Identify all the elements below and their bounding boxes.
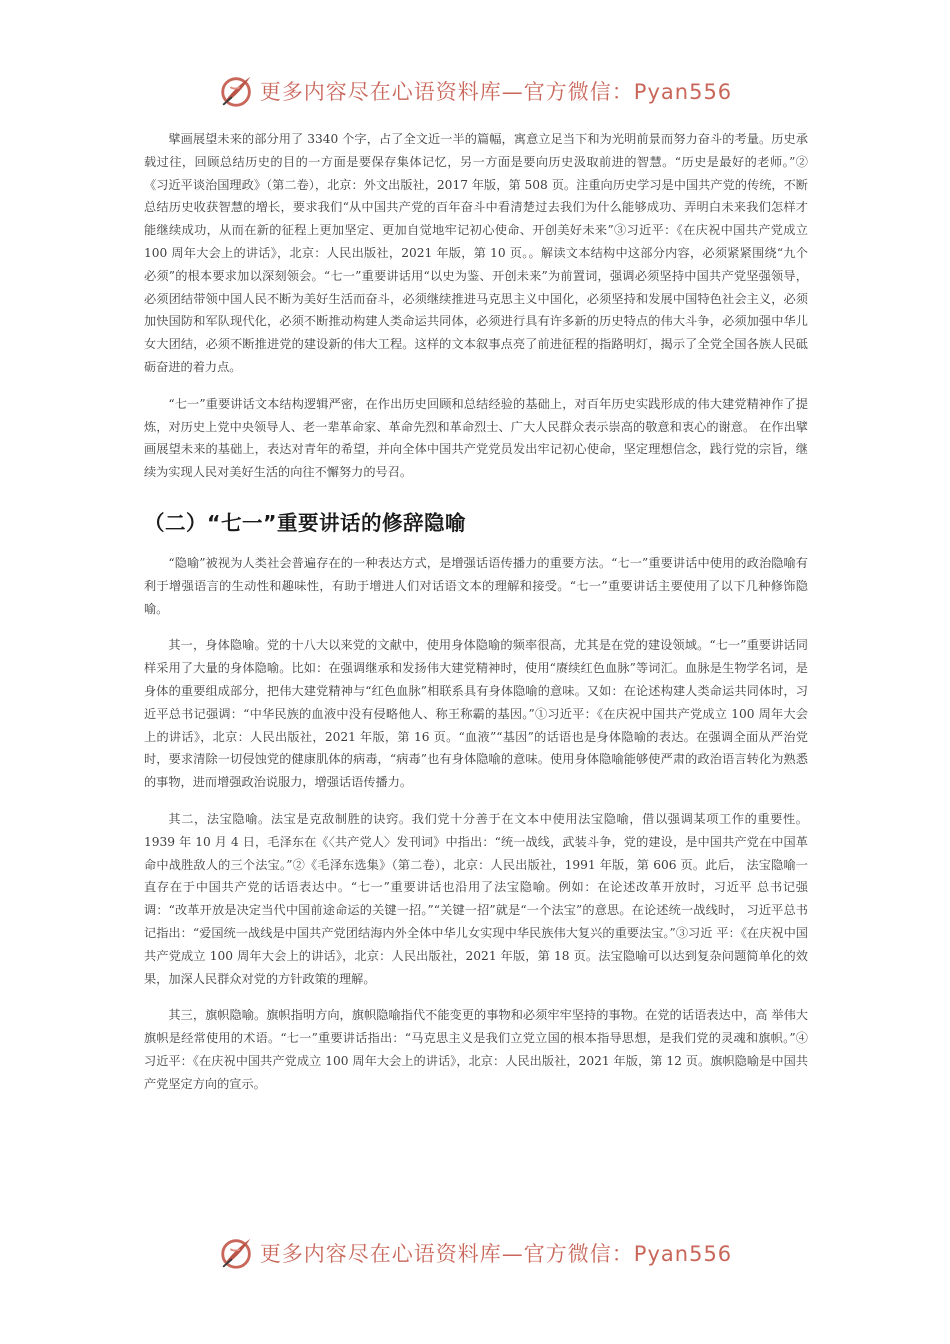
quill-scroll-logo-icon <box>218 1234 256 1272</box>
header-banner <box>0 69 950 113</box>
document-body <box>144 128 808 1095</box>
quill-scroll-logo-icon <box>218 72 256 110</box>
body-paragraph: 其一，身体隐喻。党的十八大以来党的文献中，使用身体隐喻的频率很高，尤其是在党的建设领域。“七一”重要讲话同样采用了大量的身体隐喻。比如：在强调继承和发扬伟大建党精神时，使用“赓续红色血脉”等词汇。血脉是生物学名词，是身体的重要组成部分，把伟大建党精神与“红色血脉”相联系具有身体隐喻的意味。又如：在论述构建人类命运共同体时，习近平总书记强调：“中华民族的血液中没有侵略他人、称王称霸的基因。”①习近平：《在庆祝中国共产党成立 100 周年大会上的讲话》，北京：人民出版社，2021 年版，第 16 页。“血液”“基因”的话语也是身体隐喻的表达。在强调全面从严治党时，要求清除一切侵蚀党的健康肌体的病毒，“病毒”也有身体隐喻的意味。使用身体隐喻能够使严肃的政治语言转化为熟悉的事物，进而增强政治说服力，增强话语传播力。 <box>144 638 808 790</box>
footer-banner <box>0 1231 950 1275</box>
body-paragraph: “七一”重要讲话文本结构逻辑严密，在作出历史回顾和总结经验的基础上，对百年历史实践形成的伟大建党精神作了提炼，对历史上党中央领导人、老一辈革命家、革命先烈和革命烈士、广大人民群众表示崇高的敬意和衷心的谢意。 在作出擘画展望未来的基础上，表达对青年的希望，并向全体中国共产党党员发出牢记初心使命，坚定理想信念，践行党的宗旨，继续为实现人民对美好生活的向往不懈努力的号召。 <box>144 396 808 480</box>
body-paragraph: 其三，旗帜隐喻。旗帜指明方向，旗帜隐喻指代不能变更的事物和必须牢牢坚持的事物。在党的话语表达中，高 举伟大旗帜是经常使用的术语。“七一”重要讲话指出：“马克思主义是我们立党立国的根本指导思想，是我们党的灵魂和旗帜。”④习近平：《在庆祝中国共产党成立 100 周年大会上的讲话》，北京：人民出版社，2021 年版，第 12 页。旗帜隐喻是中国共产党坚定方向的宣示。 <box>144 1008 808 1091</box>
section-heading: （二）“七一”重要讲话的修辞隐喻 <box>144 510 466 535</box>
footer-banner-text: 更多内容尽在心语资料库—官方微信：Pyan556 <box>259 1242 733 1266</box>
header-banner-text: 更多内容尽在心语资料库—官方微信：Pyan556 <box>259 80 733 104</box>
body-paragraph: 擘画展望未来的部分用了 3340 个字，占了全文近一半的篇幅，寓意立足当下和为光明前景而努力奋斗的考量。历史承载过往，回顾总结历史的目的一方面是要保存集体记忆，另一方面是要向历史汲取前进的智慧。“历史是最好的老师。”②《习近平谈治国理政》（第二卷），北京：外文出版社，2017 年版，第 508 页。注重向历史学习是中国共产党的传统，不断总结历史收获智慧的增长，要求我们“从中国共产党的百年奋斗中看清楚过去我们为什么能够成功、弄明白未来我们怎样才能继续成功，从而在新的征程上更加坚定、更加自觉地牢记初心使命、开创美好未来”③习近平：《在庆祝中国共产党成立 100 周年大会上的讲话》，北京：人民出版社，2021 年版，第 10 页。。解读文本结构中这部分内容，必须紧紧围绕“九个必须”的根本要求加以深刻领会。“七一”重要讲话用“以史为鉴、开创未来”为前置词，强调必须坚持中国共产党坚强领导，必须团结带领中国人民不断为美好生活而奋斗，必须继续推进马克思主义中国化，必须坚持和发展中国特色社会主义，必须加快国防和军队现代化，必须不断推动构建人类命运共同体，必须进行具有许多新的历史特点的伟大斗争，必须加强中华儿女大团结，必须不断推进党的建设新的伟大工程。这样的文本叙事点亮了前进征程的指路明灯，揭示了全党全国各族人民砥砺奋进的着力点。 <box>144 132 808 374</box>
body-paragraph: 其二，法宝隐喻。法宝是克敌制胜的诀窍。我们党十分善于在文本中使用法宝隐喻，借以强调某项工作的重要性。1939 年 10 月 4 日，毛泽东在《〈共产党人〉发刊词》中指出：“统一战线，武装斗争，党的建设，是中国共产党在中国革命中战胜敌人的三个法宝。”②《毛泽东选集》（第二卷），北京：人民出版社，1991 年版，第 606 页。此后， 法宝隐喻一直存在于中国共产党的话语表达中。“七一”重要讲话也沿用了法宝隐喻。例如：在论述改革开放时，习近平 总书记强调：“改革开放是决定当代中国前途命运的关键一招。”“关键一招”就是“一个法宝”的意思。在论述统一战线时， 习近平总书记指出：“爱国统一战线是中国共产党团结海内外全体中华儿女实现中华民族伟大复兴的重要法宝。”③习近 平：《在庆祝中国共产党成立 100 周年大会上的讲话》，北京：人民出版社，2021 年版，第 18 页。法宝隐喻可以达到复杂问题简单化的效果，加深人民群众对党的方针政策的理解。 <box>144 811 808 986</box>
body-paragraph: “隐喻”被视为人类社会普遍存在的一种表达方式，是增强话语传播力的重要方法。“七一”重要讲话中使用的政治隐喻有利于增强语言的生动性和趣味性，有助于增进人们对话语文本的理解和接受。“七一”重要讲话主要使用了以下几种修饰隐喻。 <box>144 555 808 616</box>
